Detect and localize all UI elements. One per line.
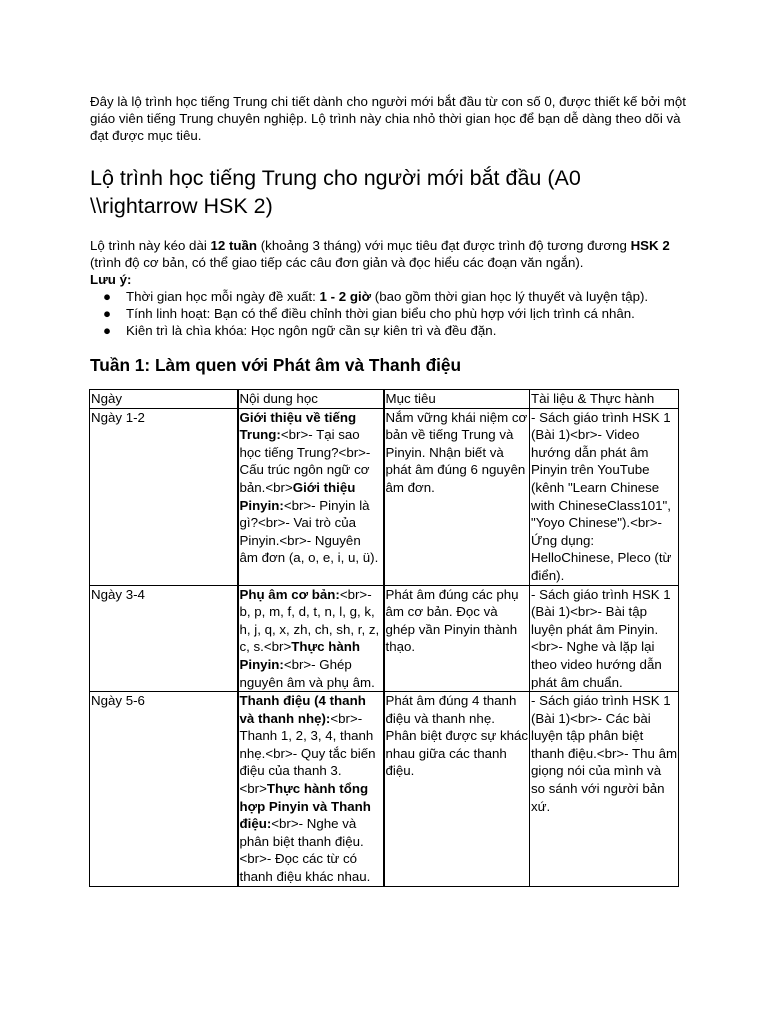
content-bold: Phụ âm cơ bản: <box>239 586 340 602</box>
duration-weeks: 12 tuần <box>210 238 258 253</box>
note-suffix: (bao gồm thời gian học lý thuyết và luyện tập). <box>371 289 649 304</box>
header-day: Ngày <box>90 390 238 409</box>
duration-middle: (khoảng 3 tháng) với mục tiêu đạt được trình độ tương đương <box>257 238 631 253</box>
header-material: Tài liệu & Thực hành <box>530 390 679 409</box>
table-row <box>90 692 679 887</box>
material-cell: - Sách giáo trình HSK 1 (Bài 1)<br>- Các bài luyện tập phân biệt thanh điệu.<br>- Thu âm giọng nói của mình và so sánh với người bản xứ. <box>530 692 679 887</box>
note-text: Tính linh hoạt: Bạn có thể điều chỉnh thời gian biểu cho phù hợp với lịch trình cá nhân. <box>126 306 635 321</box>
content-bold: Giới thiệu về tiếng Trung: <box>239 409 357 443</box>
notes-list <box>90 288 690 339</box>
duration-paragraph <box>90 237 690 271</box>
table-row <box>90 585 679 692</box>
intro-paragraph: Đây là lộ trình học tiếng Trung chi tiết dành cho người mới bắt đầu từ con số 0, được thiết kế bởi một giáo viên tiếng Trung chuyên nghiệp. Lộ trình này chia nhỏ thời gian học để bạn dễ dàng theo dõi và đạt được mục tiêu. <box>90 94 686 143</box>
header-goal: Mục tiêu <box>384 390 530 409</box>
content-cell <box>238 408 384 585</box>
content-text: <br>- Thanh 1, 2, 3, 4, thanh nhẹ.<br>- Quy tắc biến điệu của thanh 3.<br> <box>239 710 376 797</box>
bullet-icon: ● <box>103 306 112 321</box>
day-cell: Ngày 5-6 <box>90 692 238 887</box>
content-text: <br>- Tại sao học tiếng Trung?<br>- Cấu trúc ngôn ngữ cơ bản.<br> <box>239 427 371 495</box>
content-text: <br>- b, p, m, f, d, t, n, l, g, k, h, j, q, x, zh, ch, sh, r, z, c, s.<br> <box>239 586 380 655</box>
note-item <box>90 305 690 322</box>
day-cell: Ngày 3-4 <box>90 585 238 692</box>
header-content: Nội dung học <box>238 390 384 409</box>
goal-cell: Phát âm đúng các phụ âm cơ bản. Đọc và ghép vần Pinyin thành thạo. <box>384 585 530 692</box>
page-title: Lộ trình học tiếng Trung cho người mới bắt đầu (A0 \\rightarrow HSK 2) <box>90 166 581 218</box>
note-text: Thời gian học mỗi ngày đề xuất: <box>126 289 320 304</box>
bullet-icon: ● <box>103 323 112 338</box>
table-header-row <box>90 390 679 409</box>
note-text: Kiên trì là chìa khóa: Học ngôn ngữ cần sự kiên trì và đều đặn. <box>126 323 497 338</box>
content-text: <br>- Ghép nguyên âm và phụ âm. <box>239 656 375 690</box>
day-cell: Ngày 1-2 <box>90 408 238 585</box>
content-bold: Thực hành Pinyin: <box>239 639 360 672</box>
note-item <box>90 288 690 305</box>
material-cell: - Sách giáo trình HSK 1 (Bài 1)<br>- Bài tập luyện phát âm Pinyin.<br>- Nghe và lặp lại theo video hướng dẫn phát âm chuẩn. <box>530 585 679 692</box>
note-label: Lưu ý: <box>90 272 132 287</box>
material-cell: - Sách giáo trình HSK 1 (Bài 1)<br>- Video hướng dẫn phát âm Pinyin trên YouTube (kênh "Learn Chinese with ChineseClass101", "Yoyo Chinese").<br>- Ứng dụng: HelloChinese, Pleco (từ điển). <box>530 408 679 585</box>
bullet-icon: ● <box>103 289 112 304</box>
goal-cell: Nắm vững khái niệm cơ bản về tiếng Trung và Pinyin. Nhận biết và phát âm đúng 6 nguyên âm đơn. <box>384 408 530 585</box>
content-cell <box>238 692 384 887</box>
table-row <box>90 408 679 585</box>
duration-suffix: (trình độ cơ bản, có thể giao tiếp các câu đơn giản và đọc hiểu các đoạn văn ngắn). <box>90 255 584 270</box>
content-bold: Thanh điệu (4 thanh và thanh nhẹ): <box>239 693 366 726</box>
note-bold: 1 - 2 giờ <box>319 289 372 304</box>
duration-prefix: Lộ trình này kéo dài <box>90 238 211 253</box>
content-text: <br>- Nghe và phân biệt thanh điệu.<br>- Đọc các từ có thanh điệu khác nhau. <box>239 816 371 885</box>
goal-cell: Phát âm đúng 4 thanh điệu và thanh nhẹ. Phân biệt được sự khác nhau giữa các thanh điệu. <box>384 692 530 887</box>
week1-table <box>89 389 679 887</box>
week1-heading: Tuần 1: Làm quen với Phát âm và Thanh điệu <box>90 355 462 375</box>
duration-level: HSK 2 <box>630 238 670 253</box>
document-body <box>90 93 690 376</box>
note-item <box>90 322 690 339</box>
content-cell <box>238 585 384 692</box>
content-bold: Thực hành tổng hợp Pinyin và Thanh điệu: <box>239 781 371 832</box>
content-text: <br>- Pinyin là gì?<br>- Vai trò của Pinyin.<br>- Nguyên âm đơn (a, o, e, i, u, ü). <box>239 497 379 566</box>
content-bold: Giới thiệu Pinyin: <box>239 479 356 513</box>
